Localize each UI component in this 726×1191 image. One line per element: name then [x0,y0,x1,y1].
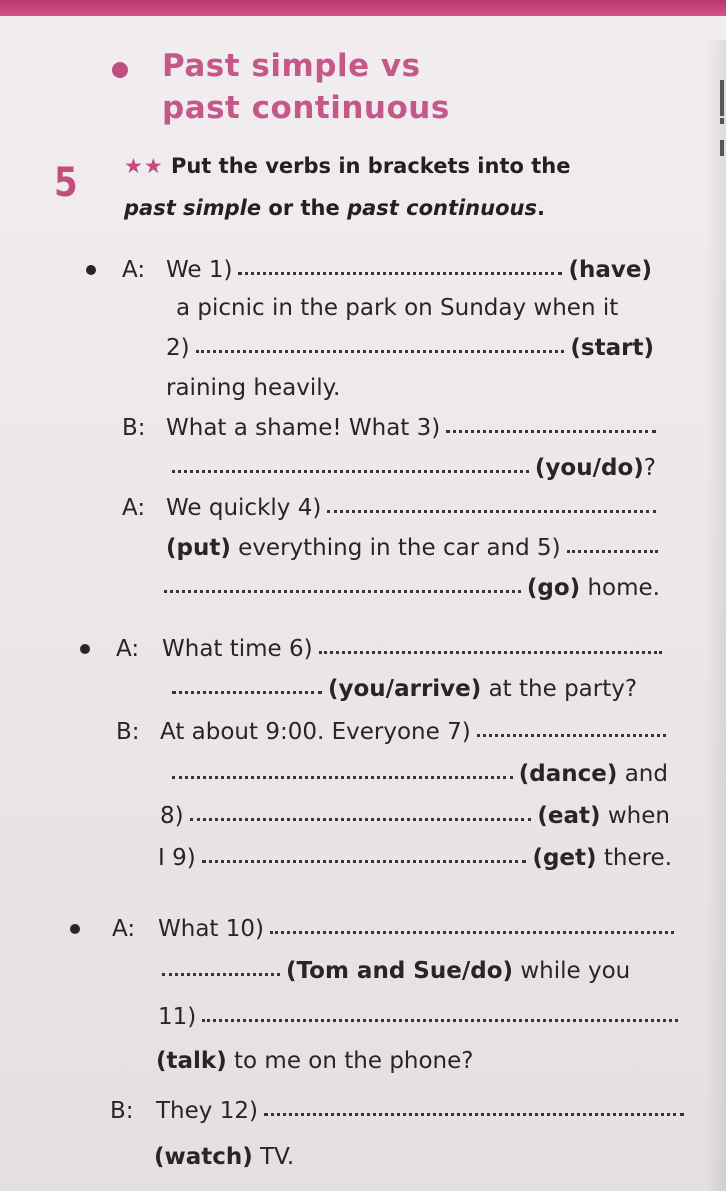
speaker-label: A: [112,916,136,942]
answer-blank-10-cont[interactable] [162,971,280,976]
answer-blank-2[interactable] [196,348,565,353]
line-text: We quickly 4) [166,495,322,521]
answer-blank-8[interactable] [190,816,532,821]
answer-blank-3[interactable] [446,428,656,433]
line-text: What 10) [158,916,264,942]
dialogue-line [160,718,666,746]
line-text: and [617,761,668,787]
verb-hint: (get) [532,845,597,871]
verb-hint: (you/arrive) [328,676,482,702]
answer-blank-7[interactable] [477,732,666,737]
dialogue-line [160,802,670,830]
speaker-label: B: [122,415,146,441]
dialogue-line [166,414,656,442]
line-text: They 12) [156,1098,258,1124]
speaker-label: A: [116,636,140,662]
line-text: at the party? [481,676,638,702]
dialogue-line [158,915,674,943]
line-text: everything in the car and 5) [230,535,561,561]
dialogue-line [172,760,668,788]
answer-blank-10[interactable] [270,929,674,934]
instruction-end: . [536,196,545,220]
line-text: At about 9:00. Everyone 7) [160,719,471,745]
dialogue-line [176,294,618,322]
edge-mark [720,118,724,124]
verb-hint: (dance) [518,761,618,787]
line-text: raining heavily. [166,375,341,401]
heading-line-1: Past simple vs [162,48,421,84]
top-color-band [0,0,726,16]
dialogue-line [154,1143,294,1171]
line-text: when [600,803,670,829]
dialogue-line [158,1003,678,1031]
answer-blank-5-cont[interactable] [164,588,521,593]
answer-blank-6-cont[interactable] [172,689,322,694]
difficulty-stars: ★★ [124,154,164,178]
dialogue-line [166,494,656,522]
verb-hint: (talk) [156,1048,227,1074]
dialogue-line [166,534,658,562]
line-text: while you [513,958,631,984]
exercise-number: 5 [54,160,78,206]
answer-blank-6[interactable] [319,649,662,654]
dialogue-line [166,374,340,402]
verb-hint: (start) [570,335,654,361]
line-text: ? [643,455,656,481]
instruction-mid: or the [261,196,348,220]
answer-blank-9[interactable] [202,858,527,863]
dialogue-line [156,1097,684,1125]
line-text: What a shame! What 3) [166,415,441,441]
verb-hint: (have) [568,257,652,283]
answer-blank-5[interactable] [567,548,658,553]
line-text: 11) [158,1004,197,1030]
verb-hint: (put) [166,535,231,561]
answer-blank-11[interactable] [202,1017,678,1022]
dialogue-line [172,454,656,482]
answer-blank-7-cont[interactable] [172,774,513,779]
dialogue-line [156,1047,474,1075]
dialogue-line [162,957,680,985]
line-text: 8) [160,803,184,829]
answer-blank-12[interactable] [264,1111,684,1116]
dialogue-line [166,256,652,284]
line-text: home. [580,575,660,601]
dialogue-bullet [80,644,90,654]
dialogue-line [158,844,672,872]
answer-blank-1[interactable] [238,270,562,275]
verb-hint: (you/do) [534,455,644,481]
heading-line-2: past continuous [162,90,450,126]
page-edge-shadow [706,40,726,1191]
line-text: TV. [252,1144,295,1170]
heading-bullet [112,62,128,78]
edge-mark [720,140,724,156]
edge-mark [720,80,724,116]
line-text: a picnic in the park on Sunday when it [176,295,619,321]
answer-blank-3-cont[interactable] [172,468,529,473]
instruction-em-2: past continuous [347,196,537,220]
dialogue-bullet [70,924,80,934]
instruction-text: Put the verbs in brackets into the [170,154,571,178]
line-text: What time 6) [162,636,313,662]
answer-blank-4[interactable] [327,508,656,513]
instruction-line-2 [124,196,545,220]
instruction-line-1 [124,154,570,178]
dialogue-line [164,574,660,602]
verb-hint: (go) [526,575,581,601]
speaker-label: A: [122,257,146,283]
line-text: We 1) [166,257,233,283]
line-text: I 9) [158,845,196,871]
dialogue-bullet [86,265,96,275]
verb-hint: (Tom and Sue/do) [286,958,514,984]
instruction-em-1: past simple [124,196,262,220]
verb-hint: (eat) [537,803,601,829]
speaker-label: A: [122,495,146,521]
dialogue-line [166,334,654,362]
line-text: there. [596,845,672,871]
speaker-label: B: [116,719,140,745]
verb-hint: (watch) [154,1144,253,1170]
dialogue-line [172,675,666,703]
dialogue-line [162,635,662,663]
line-text: to me on the phone? [226,1048,474,1074]
line-text: 2) [166,335,190,361]
speaker-label: B: [110,1098,134,1124]
